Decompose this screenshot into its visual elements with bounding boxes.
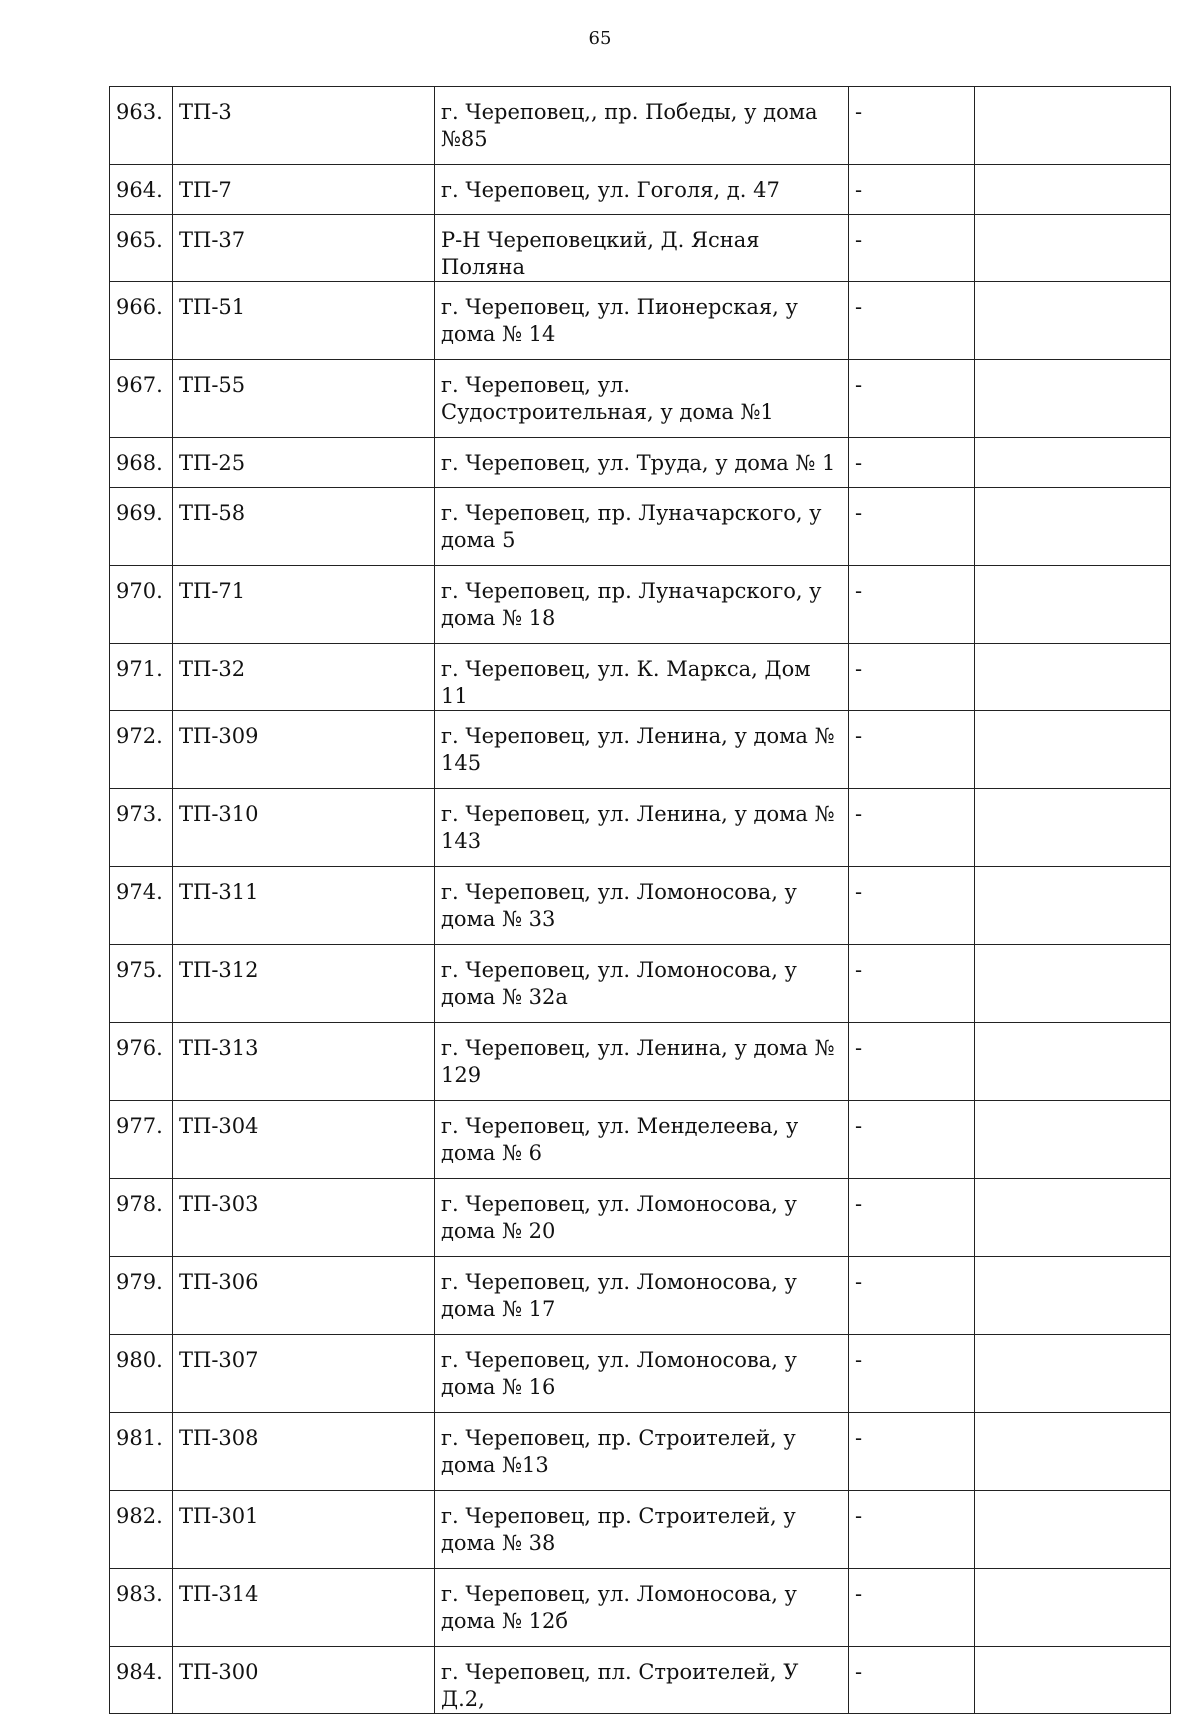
table-row (110, 789, 1171, 867)
column-4-cell: - (849, 566, 975, 644)
column-5-cell (975, 1257, 1171, 1335)
row-number-cell: 963. (110, 87, 173, 165)
table-row (110, 165, 1171, 215)
row-number-cell: 965. (110, 215, 173, 282)
address-cell: г. Череповец, пл. Строителей, У Д.2, (435, 1647, 849, 1714)
column-5-cell (975, 566, 1171, 644)
substation-code-cell: ТП-51 (173, 282, 435, 360)
column-5-cell (975, 1569, 1171, 1647)
table-row (110, 1413, 1171, 1491)
row-number-cell: 973. (110, 789, 173, 867)
row-number-cell: 980. (110, 1335, 173, 1413)
column-5-cell (975, 1491, 1171, 1569)
address-cell: г. Череповец, ул. Судостроительная, у дома №1 (435, 360, 849, 438)
table-row (110, 1491, 1171, 1569)
address-cell: г. Череповец,, пр. Победы, у дома №85 (435, 87, 849, 165)
table-row (110, 945, 1171, 1023)
address-cell: г. Череповец, ул. Ломоносова, у дома № 20 (435, 1179, 849, 1257)
address-cell: г. Череповец, ул. Ломоносова, у дома № 32а (435, 945, 849, 1023)
page-number: 65 (588, 28, 612, 49)
column-4-cell: - (849, 789, 975, 867)
column-4-cell: - (849, 282, 975, 360)
row-number-cell: 970. (110, 566, 173, 644)
address-cell: г. Череповец, ул. Труда, у дома № 1 (435, 438, 849, 488)
address-cell: г. Череповец, ул. Ломоносова, у дома № 16 (435, 1335, 849, 1413)
table-row (110, 488, 1171, 566)
column-5-cell (975, 1647, 1171, 1714)
address-cell: г. Череповец, пр. Строителей, у дома № 38 (435, 1491, 849, 1569)
column-4-cell: - (849, 711, 975, 789)
column-5-cell (975, 215, 1171, 282)
column-4-cell: - (849, 438, 975, 488)
row-number-cell: 974. (110, 867, 173, 945)
substation-code-cell: ТП-55 (173, 360, 435, 438)
column-4-cell: - (849, 215, 975, 282)
column-4-cell: - (849, 360, 975, 438)
table-row (110, 1101, 1171, 1179)
address-cell: г. Череповец, пр. Строителей, у дома №13 (435, 1413, 849, 1491)
substation-code-cell: ТП-307 (173, 1335, 435, 1413)
row-number-cell: 967. (110, 360, 173, 438)
address-cell: г. Череповец, ул. Ленина, у дома № 145 (435, 711, 849, 789)
column-4-cell: - (849, 1101, 975, 1179)
row-number-cell: 982. (110, 1491, 173, 1569)
row-number-cell: 972. (110, 711, 173, 789)
table-row (110, 1179, 1171, 1257)
table-row (110, 867, 1171, 945)
table-row (110, 644, 1171, 711)
address-cell: г. Череповец, ул. Ленина, у дома № 129 (435, 1023, 849, 1101)
column-4-cell: - (849, 1569, 975, 1647)
row-number-cell: 979. (110, 1257, 173, 1335)
substation-code-cell: ТП-309 (173, 711, 435, 789)
column-4-cell: - (849, 1335, 975, 1413)
row-number-cell: 966. (110, 282, 173, 360)
column-4-cell: - (849, 945, 975, 1023)
table-row (110, 1335, 1171, 1413)
column-4-cell: - (849, 1023, 975, 1101)
column-4-cell: - (849, 1257, 975, 1335)
column-5-cell (975, 1179, 1171, 1257)
substation-code-cell: ТП-58 (173, 488, 435, 566)
table-row (110, 711, 1171, 789)
address-cell: г. Череповец, пр. Луначарского, у дома № 18 (435, 566, 849, 644)
substation-code-cell: ТП-7 (173, 165, 435, 215)
column-5-cell (975, 644, 1171, 711)
column-5-cell (975, 945, 1171, 1023)
substations-table (109, 86, 1171, 1714)
column-5-cell (975, 360, 1171, 438)
address-cell: г. Череповец, ул. Гоголя, д. 47 (435, 165, 849, 215)
table-row (110, 1569, 1171, 1647)
table-row (110, 282, 1171, 360)
column-5-cell (975, 789, 1171, 867)
table-row (110, 1023, 1171, 1101)
substation-code-cell: ТП-25 (173, 438, 435, 488)
column-4-cell: - (849, 1179, 975, 1257)
column-5-cell (975, 1023, 1171, 1101)
column-4-cell: - (849, 87, 975, 165)
row-number-cell: 984. (110, 1647, 173, 1714)
row-number-cell: 971. (110, 644, 173, 711)
address-cell: г. Череповец, ул. Ломоносова, у дома № 17 (435, 1257, 849, 1335)
column-5-cell (975, 87, 1171, 165)
table-row (110, 360, 1171, 438)
address-cell: г. Череповец, ул. Ломоносова, у дома № 33 (435, 867, 849, 945)
column-4-cell: - (849, 867, 975, 945)
row-number-cell: 976. (110, 1023, 173, 1101)
table-row (110, 438, 1171, 488)
table-row (110, 1257, 1171, 1335)
table-row (110, 566, 1171, 644)
substation-code-cell: ТП-314 (173, 1569, 435, 1647)
substation-code-cell: ТП-311 (173, 867, 435, 945)
column-5-cell (975, 1335, 1171, 1413)
substation-code-cell: ТП-306 (173, 1257, 435, 1335)
substation-code-cell: ТП-303 (173, 1179, 435, 1257)
substation-code-cell: ТП-301 (173, 1491, 435, 1569)
row-number-cell: 969. (110, 488, 173, 566)
address-cell: г. Череповец, ул. Пионерская, у дома № 14 (435, 282, 849, 360)
substation-code-cell: ТП-32 (173, 644, 435, 711)
column-5-cell (975, 1413, 1171, 1491)
row-number-cell: 964. (110, 165, 173, 215)
address-cell: г. Череповец, пр. Луначарского, у дома 5 (435, 488, 849, 566)
column-4-cell: - (849, 165, 975, 215)
table-body (110, 87, 1171, 1714)
address-cell: г. Череповец, ул. Ломоносова, у дома № 12б (435, 1569, 849, 1647)
substation-code-cell: ТП-308 (173, 1413, 435, 1491)
column-5-cell (975, 165, 1171, 215)
column-4-cell: - (849, 644, 975, 711)
substation-code-cell: ТП-37 (173, 215, 435, 282)
address-cell: г. Череповец, ул. Менделеева, у дома № 6 (435, 1101, 849, 1179)
table-row (110, 1647, 1171, 1714)
row-number-cell: 977. (110, 1101, 173, 1179)
row-number-cell: 981. (110, 1413, 173, 1491)
column-4-cell: - (849, 1413, 975, 1491)
row-number-cell: 978. (110, 1179, 173, 1257)
address-cell: Р-Н Череповецкий, Д. Ясная Поляна (435, 215, 849, 282)
column-5-cell (975, 488, 1171, 566)
address-cell: г. Череповец, ул. Ленина, у дома № 143 (435, 789, 849, 867)
row-number-cell: 983. (110, 1569, 173, 1647)
substation-code-cell: ТП-304 (173, 1101, 435, 1179)
column-4-cell: - (849, 1491, 975, 1569)
substation-code-cell: ТП-3 (173, 87, 435, 165)
column-5-cell (975, 711, 1171, 789)
substation-code-cell: ТП-71 (173, 566, 435, 644)
table-row (110, 87, 1171, 165)
column-4-cell: - (849, 488, 975, 566)
substation-code-cell: ТП-300 (173, 1647, 435, 1714)
table-row (110, 215, 1171, 282)
column-5-cell (975, 867, 1171, 945)
substation-code-cell: ТП-310 (173, 789, 435, 867)
address-cell: г. Череповец, ул. К. Маркса, Дом 11 (435, 644, 849, 711)
substation-code-cell: ТП-312 (173, 945, 435, 1023)
substation-code-cell: ТП-313 (173, 1023, 435, 1101)
column-5-cell (975, 282, 1171, 360)
column-5-cell (975, 438, 1171, 488)
column-4-cell: - (849, 1647, 975, 1714)
column-5-cell (975, 1101, 1171, 1179)
row-number-cell: 968. (110, 438, 173, 488)
row-number-cell: 975. (110, 945, 173, 1023)
